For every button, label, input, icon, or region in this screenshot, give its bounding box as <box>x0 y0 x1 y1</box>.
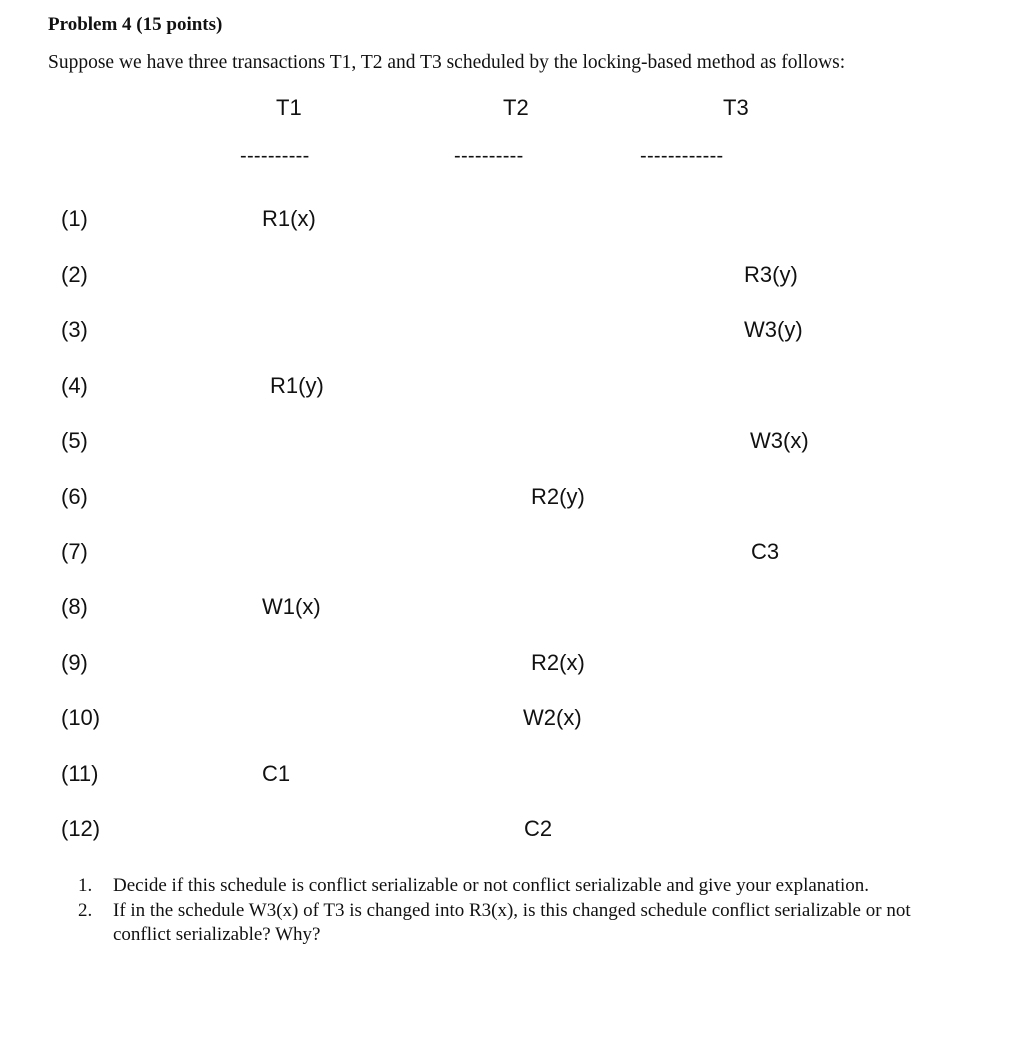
operation-t3: W3(y) <box>744 317 803 342</box>
column-header-t2: T2 <box>503 95 529 120</box>
step-label: (3) <box>61 317 88 342</box>
step-label: (1) <box>61 206 88 231</box>
step-label: (11) <box>61 761 99 786</box>
question-text: If in the schedule W3(x) of T3 is changed into R3(x), is this changed schedule conflict serializable or not conflict serializable? Why? <box>113 900 911 945</box>
problem-title: Problem 4 (15 points) <box>48 14 223 35</box>
question-number: 1. <box>78 875 93 896</box>
operation-t3: W3(x) <box>750 428 809 453</box>
problem-intro: Suppose we have three transactions T1, T2 and T3 scheduled by the locking-based method as follows: <box>48 52 846 73</box>
step-label: (12) <box>61 816 101 841</box>
step-label: (10) <box>61 705 101 730</box>
operation-t1: W1(x) <box>262 594 321 619</box>
step-label: (2) <box>61 262 88 287</box>
operation-t3: R3(y) <box>744 262 798 287</box>
step-label: (6) <box>61 484 88 509</box>
step-label: (7) <box>61 539 88 564</box>
column-separator-t1: ---------- <box>240 145 310 167</box>
operation-t1: R1(x) <box>262 206 316 231</box>
step-label: (8) <box>61 594 88 619</box>
step-label: (5) <box>61 428 88 453</box>
operation-t2: C2 <box>524 816 553 841</box>
question-list <box>78 874 978 948</box>
question-number: 2. <box>78 900 93 921</box>
column-header-t3: T3 <box>723 95 749 120</box>
step-label: (4) <box>61 373 88 398</box>
operation-t1: R1(y) <box>270 373 324 398</box>
column-header-t1: T1 <box>276 95 302 120</box>
operation-t2: W2(x) <box>523 705 582 730</box>
operation-t3: C3 <box>751 539 780 564</box>
operation-t1: C1 <box>262 761 291 786</box>
operation-t2: R2(y) <box>531 484 585 509</box>
question-text: Decide if this schedule is conflict serializable or not conflict serializable and give your explanation. <box>113 875 870 896</box>
question-item <box>78 874 978 898</box>
column-separator-t3: ------------ <box>640 145 724 167</box>
question-item <box>78 899 978 947</box>
operation-t2: R2(x) <box>531 650 585 675</box>
step-label: (9) <box>61 650 88 675</box>
column-separator-t2: ---------- <box>454 145 524 167</box>
